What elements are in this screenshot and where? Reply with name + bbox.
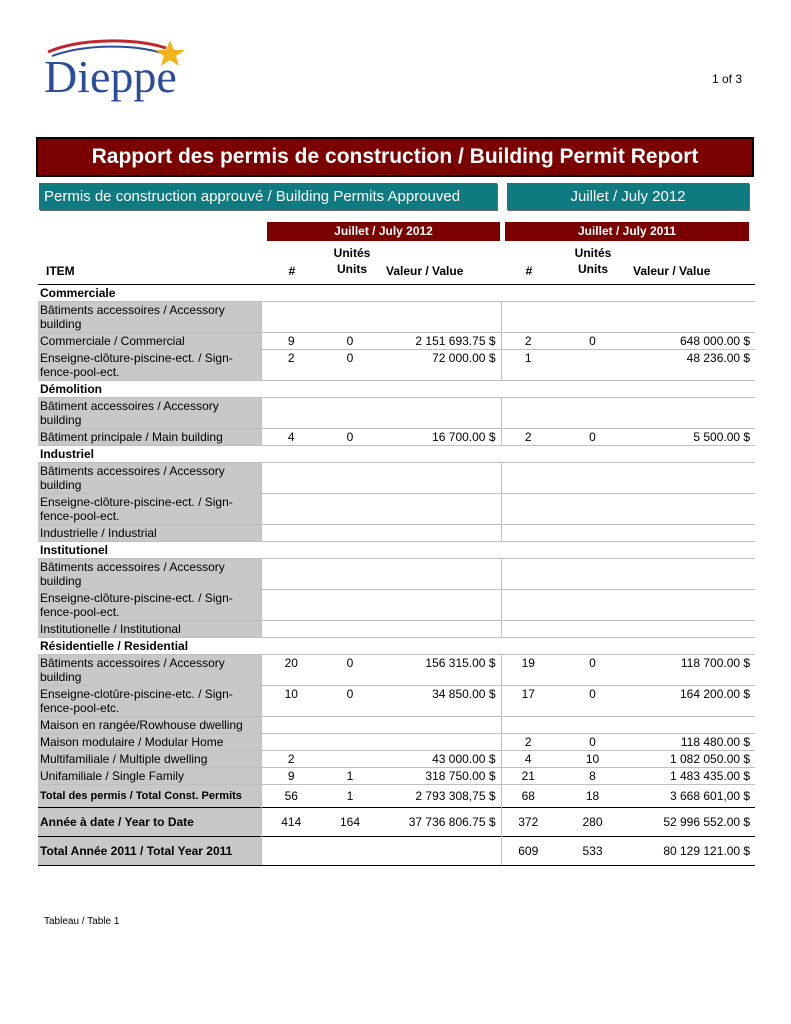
count-2012-cell (261, 590, 321, 621)
value-2012-cell (379, 398, 501, 429)
page-number: 1 of 3 (711, 72, 742, 86)
units-2012-cell (321, 621, 379, 638)
row-item-name: Bâtiments accessoires / Accessory building (38, 463, 261, 494)
table-row (38, 655, 755, 686)
units-2011-cell (555, 494, 630, 525)
table-row (38, 559, 755, 590)
row-item-name: Bâtiment accessoires / Accessory building (38, 398, 261, 429)
col-units-en-2011: Units (578, 262, 608, 276)
units-2012-cell (321, 525, 379, 542)
units-2011-cell (555, 463, 630, 494)
count-2012-cell (261, 494, 321, 525)
count-2012-cell: 9 (261, 768, 321, 785)
units-2011-cell: 0 (555, 429, 630, 446)
table-caption: Tableau / Table 1 (44, 916, 120, 927)
table-row (38, 350, 755, 381)
value-2011-cell (630, 494, 755, 525)
count-2012-cell: 2 (261, 350, 321, 381)
units-2011-cell: 18 (555, 785, 630, 808)
value-2011-cell (630, 398, 755, 429)
value-2011-cell: 118 700.00 $ (630, 655, 755, 686)
units-2011-cell (555, 590, 630, 621)
units-2011-cell (555, 350, 630, 381)
col-units-fr-2011: Unités (574, 246, 612, 260)
units-2012-cell: 164 (321, 808, 379, 837)
value-2012-cell: 72 000.00 $ (379, 350, 501, 381)
table-row (38, 333, 755, 350)
count-2012-cell: 9 (261, 333, 321, 350)
value-2011-cell (630, 590, 755, 621)
col-value-2012: Valeur / Value (386, 264, 464, 278)
row-item-name: Bâtiments accessoires / Accessory building (38, 559, 261, 590)
count-2011-cell: 1 (501, 350, 555, 381)
row-item-name: Total des permis / Total Const. Permits (38, 785, 261, 808)
count-2012-cell (261, 463, 321, 494)
count-2012-cell: 56 (261, 785, 321, 808)
units-2011-cell: 10 (555, 751, 630, 768)
count-2011-cell: 68 (501, 785, 555, 808)
count-2011-cell: 4 (501, 751, 555, 768)
count-2011-cell (501, 398, 555, 429)
count-2012-cell (261, 734, 321, 751)
units-2011-cell: 8 (555, 768, 630, 785)
units-2011-cell (555, 398, 630, 429)
row-item-name: Unifamiliale / Single Family (38, 768, 261, 785)
value-2012-cell: 16 700.00 $ (379, 429, 501, 446)
table-row (38, 302, 755, 333)
count-2011-cell (501, 463, 555, 494)
period-2011-header: Juillet / July 2011 (505, 222, 749, 241)
count-2011-cell: 372 (501, 808, 555, 837)
row-item-name: Bâtiment principale / Main building (38, 429, 261, 446)
count-2012-cell: 4 (261, 429, 321, 446)
value-2012-cell (379, 463, 501, 494)
count-2012-cell (261, 525, 321, 542)
count-2011-cell (501, 302, 555, 333)
count-2012-cell: 2 (261, 751, 321, 768)
category-row (38, 381, 755, 398)
table-row (38, 734, 755, 751)
col-count-2012: # (288, 264, 296, 278)
table-row (38, 751, 755, 768)
table-row (38, 590, 755, 621)
count-2012-cell (261, 621, 321, 638)
count-2012-cell (261, 837, 321, 866)
value-2012-cell (379, 525, 501, 542)
units-2012-cell (321, 494, 379, 525)
table-row (38, 525, 755, 542)
value-2012-cell: 34 850.00 $ (379, 686, 501, 717)
row-item-name: Maison en rangée/Rowhouse dwelling (38, 717, 261, 734)
value-2011-cell: 3 668 601,00 $ (630, 785, 755, 808)
row-item-name: Enseigne-clotûre-piscine-etc. / Sign-fence-pool-etc. (38, 686, 261, 717)
units-2012-cell: 0 (321, 350, 379, 381)
row-item-name: Multifamiliale / Multiple dwelling (38, 751, 261, 768)
table-row (38, 717, 755, 734)
table-row (38, 494, 755, 525)
category-row (38, 285, 755, 302)
count-2012-cell: 10 (261, 686, 321, 717)
units-2012-cell: 0 (321, 333, 379, 350)
units-2012-cell (321, 559, 379, 590)
units-2012-cell (321, 837, 379, 866)
category-label: Résidentielle / Residential (38, 638, 755, 655)
row-item-name: Bâtiments accessoires / Accessory building (38, 655, 261, 686)
table-row (38, 621, 755, 638)
count-2012-cell (261, 559, 321, 590)
count-2012-cell (261, 717, 321, 734)
value-2012-cell: 2 793 308,75 $ (379, 785, 501, 808)
row-item-name: Total Année 2011 / Total Year 2011 (38, 837, 261, 866)
count-2011-cell: 2 (501, 333, 555, 350)
value-2012-cell: 2 151 693.75 $ (379, 333, 501, 350)
table-row (38, 686, 755, 717)
units-2012-cell: 0 (321, 429, 379, 446)
units-2011-cell (555, 717, 630, 734)
count-2011-cell (501, 525, 555, 542)
category-label: Industriel (38, 446, 755, 463)
units-2012-cell (321, 734, 379, 751)
units-2011-cell: 533 (555, 837, 630, 866)
units-2011-cell: 0 (555, 686, 630, 717)
value-2011-cell: 52 996 552.00 $ (630, 808, 755, 837)
value-2012-cell (379, 559, 501, 590)
value-2012-cell (379, 494, 501, 525)
value-2012-cell: 156 315.00 $ (379, 655, 501, 686)
count-2012-cell: 414 (261, 808, 321, 837)
count-2011-cell: 21 (501, 768, 555, 785)
value-2011-cell (630, 525, 755, 542)
units-2012-cell (321, 398, 379, 429)
row-item-name: Enseigne-clôture-piscine-ect. / Sign-fence-pool-ect. (38, 350, 261, 381)
value-2012-cell (379, 717, 501, 734)
units-2012-cell: 1 (321, 785, 379, 808)
units-2012-cell (321, 590, 379, 621)
count-2011-cell: 17 (501, 686, 555, 717)
units-2011-cell: 0 (555, 655, 630, 686)
total-year-2011-row (38, 837, 755, 866)
units-2012-cell: 0 (321, 655, 379, 686)
permit-table (38, 285, 755, 866)
period-banner: Juillet / July 2012 (507, 183, 749, 210)
category-row (38, 446, 755, 463)
count-2011-cell: 19 (501, 655, 555, 686)
row-item-name: Enseigne-clôture-piscine-ect. / Sign-fence-pool-ect. (38, 494, 261, 525)
value-2011-cell: 164 200.00 $ (630, 686, 755, 717)
subtitle-banner: Permis de construction approuvé / Building Permits Approuved (39, 183, 497, 210)
value-2012-cell: 37 736 806.75 $ (379, 808, 501, 837)
count-2012-cell (261, 302, 321, 333)
table-row (38, 398, 755, 429)
units-2012-cell (321, 302, 379, 333)
count-2011-cell (501, 621, 555, 638)
units-2011-cell (555, 621, 630, 638)
count-2011-cell: 609 (501, 837, 555, 866)
units-2011-cell (555, 302, 630, 333)
value-2011-cell (630, 717, 755, 734)
units-2012-cell (321, 717, 379, 734)
count-2011-cell: 2 (501, 734, 555, 751)
count-2011-cell (501, 717, 555, 734)
table-row (38, 768, 755, 785)
value-2011-cell: 80 129 121.00 $ (630, 837, 755, 866)
row-item-name: Bâtiments accessoires / Accessory building (38, 302, 261, 333)
total-permits-row (38, 785, 755, 808)
value-2011-cell: 5 500.00 $ (630, 429, 755, 446)
col-count-2011: # (525, 264, 533, 278)
units-2011-cell: 0 (555, 333, 630, 350)
category-label: Institutionel (38, 542, 755, 559)
units-2011-cell (555, 525, 630, 542)
row-item-name: Institutionelle / Institutional (38, 621, 261, 638)
units-2012-cell (321, 463, 379, 494)
table-row (38, 463, 755, 494)
col-units-fr-2012: Unités (333, 246, 371, 260)
logo-text: Dieppe (44, 51, 177, 102)
category-label: Démolition (38, 381, 755, 398)
row-item-name: Année à date / Year to Date (38, 808, 261, 837)
units-2011-cell (555, 559, 630, 590)
period-2012-header: Juillet / July 2012 (267, 222, 500, 241)
row-item-name: Maison modulaire / Modular Home (38, 734, 261, 751)
count-2012-cell: 20 (261, 655, 321, 686)
value-2012-cell (379, 590, 501, 621)
count-2012-cell (261, 398, 321, 429)
value-2011-cell: 118 480.00 $ (630, 734, 755, 751)
value-2012-cell (379, 734, 501, 751)
logo-graphic (40, 36, 190, 108)
count-2011-cell (501, 590, 555, 621)
category-label: Commerciale (38, 285, 755, 302)
dieppe-logo (40, 36, 190, 108)
report-title: Rapport des permis de construction / Building Permit Report (36, 137, 754, 177)
category-row (38, 542, 755, 559)
count-2011-cell: 2 (501, 429, 555, 446)
units-2011-cell: 280 (555, 808, 630, 837)
row-item-name: Industrielle / Industrial (38, 525, 261, 542)
value-2011-cell (630, 302, 755, 333)
value-2011-cell (630, 559, 755, 590)
col-units-en-2012: Units (337, 262, 367, 276)
value-2011-cell: 648 000.00 $ (630, 333, 755, 350)
value-2011-cell (630, 463, 755, 494)
value-2011-cell: 1 082 050.00 $ (630, 751, 755, 768)
table-row (38, 429, 755, 446)
row-item-name: Commerciale / Commercial (38, 333, 261, 350)
units-2011-cell: 0 (555, 734, 630, 751)
row-item-name: Enseigne-clôture-piscine-ect. / Sign-fence-pool-ect. (38, 590, 261, 621)
value-2011-cell: 48 236.00 $ (630, 350, 755, 381)
col-item-header: ITEM (46, 264, 75, 278)
value-2012-cell: 318 750.00 $ (379, 768, 501, 785)
value-2012-cell (379, 837, 501, 866)
value-2011-cell (630, 621, 755, 638)
value-2012-cell: 43 000.00 $ (379, 751, 501, 768)
col-value-2011: Valeur / Value (633, 264, 711, 278)
value-2012-cell (379, 621, 501, 638)
count-2011-cell (501, 494, 555, 525)
units-2012-cell: 1 (321, 768, 379, 785)
value-2012-cell (379, 302, 501, 333)
count-2011-cell (501, 559, 555, 590)
year-to-date-row (38, 808, 755, 837)
units-2012-cell (321, 751, 379, 768)
category-row (38, 638, 755, 655)
value-2011-cell: 1 483 435.00 $ (630, 768, 755, 785)
units-2012-cell: 0 (321, 686, 379, 717)
